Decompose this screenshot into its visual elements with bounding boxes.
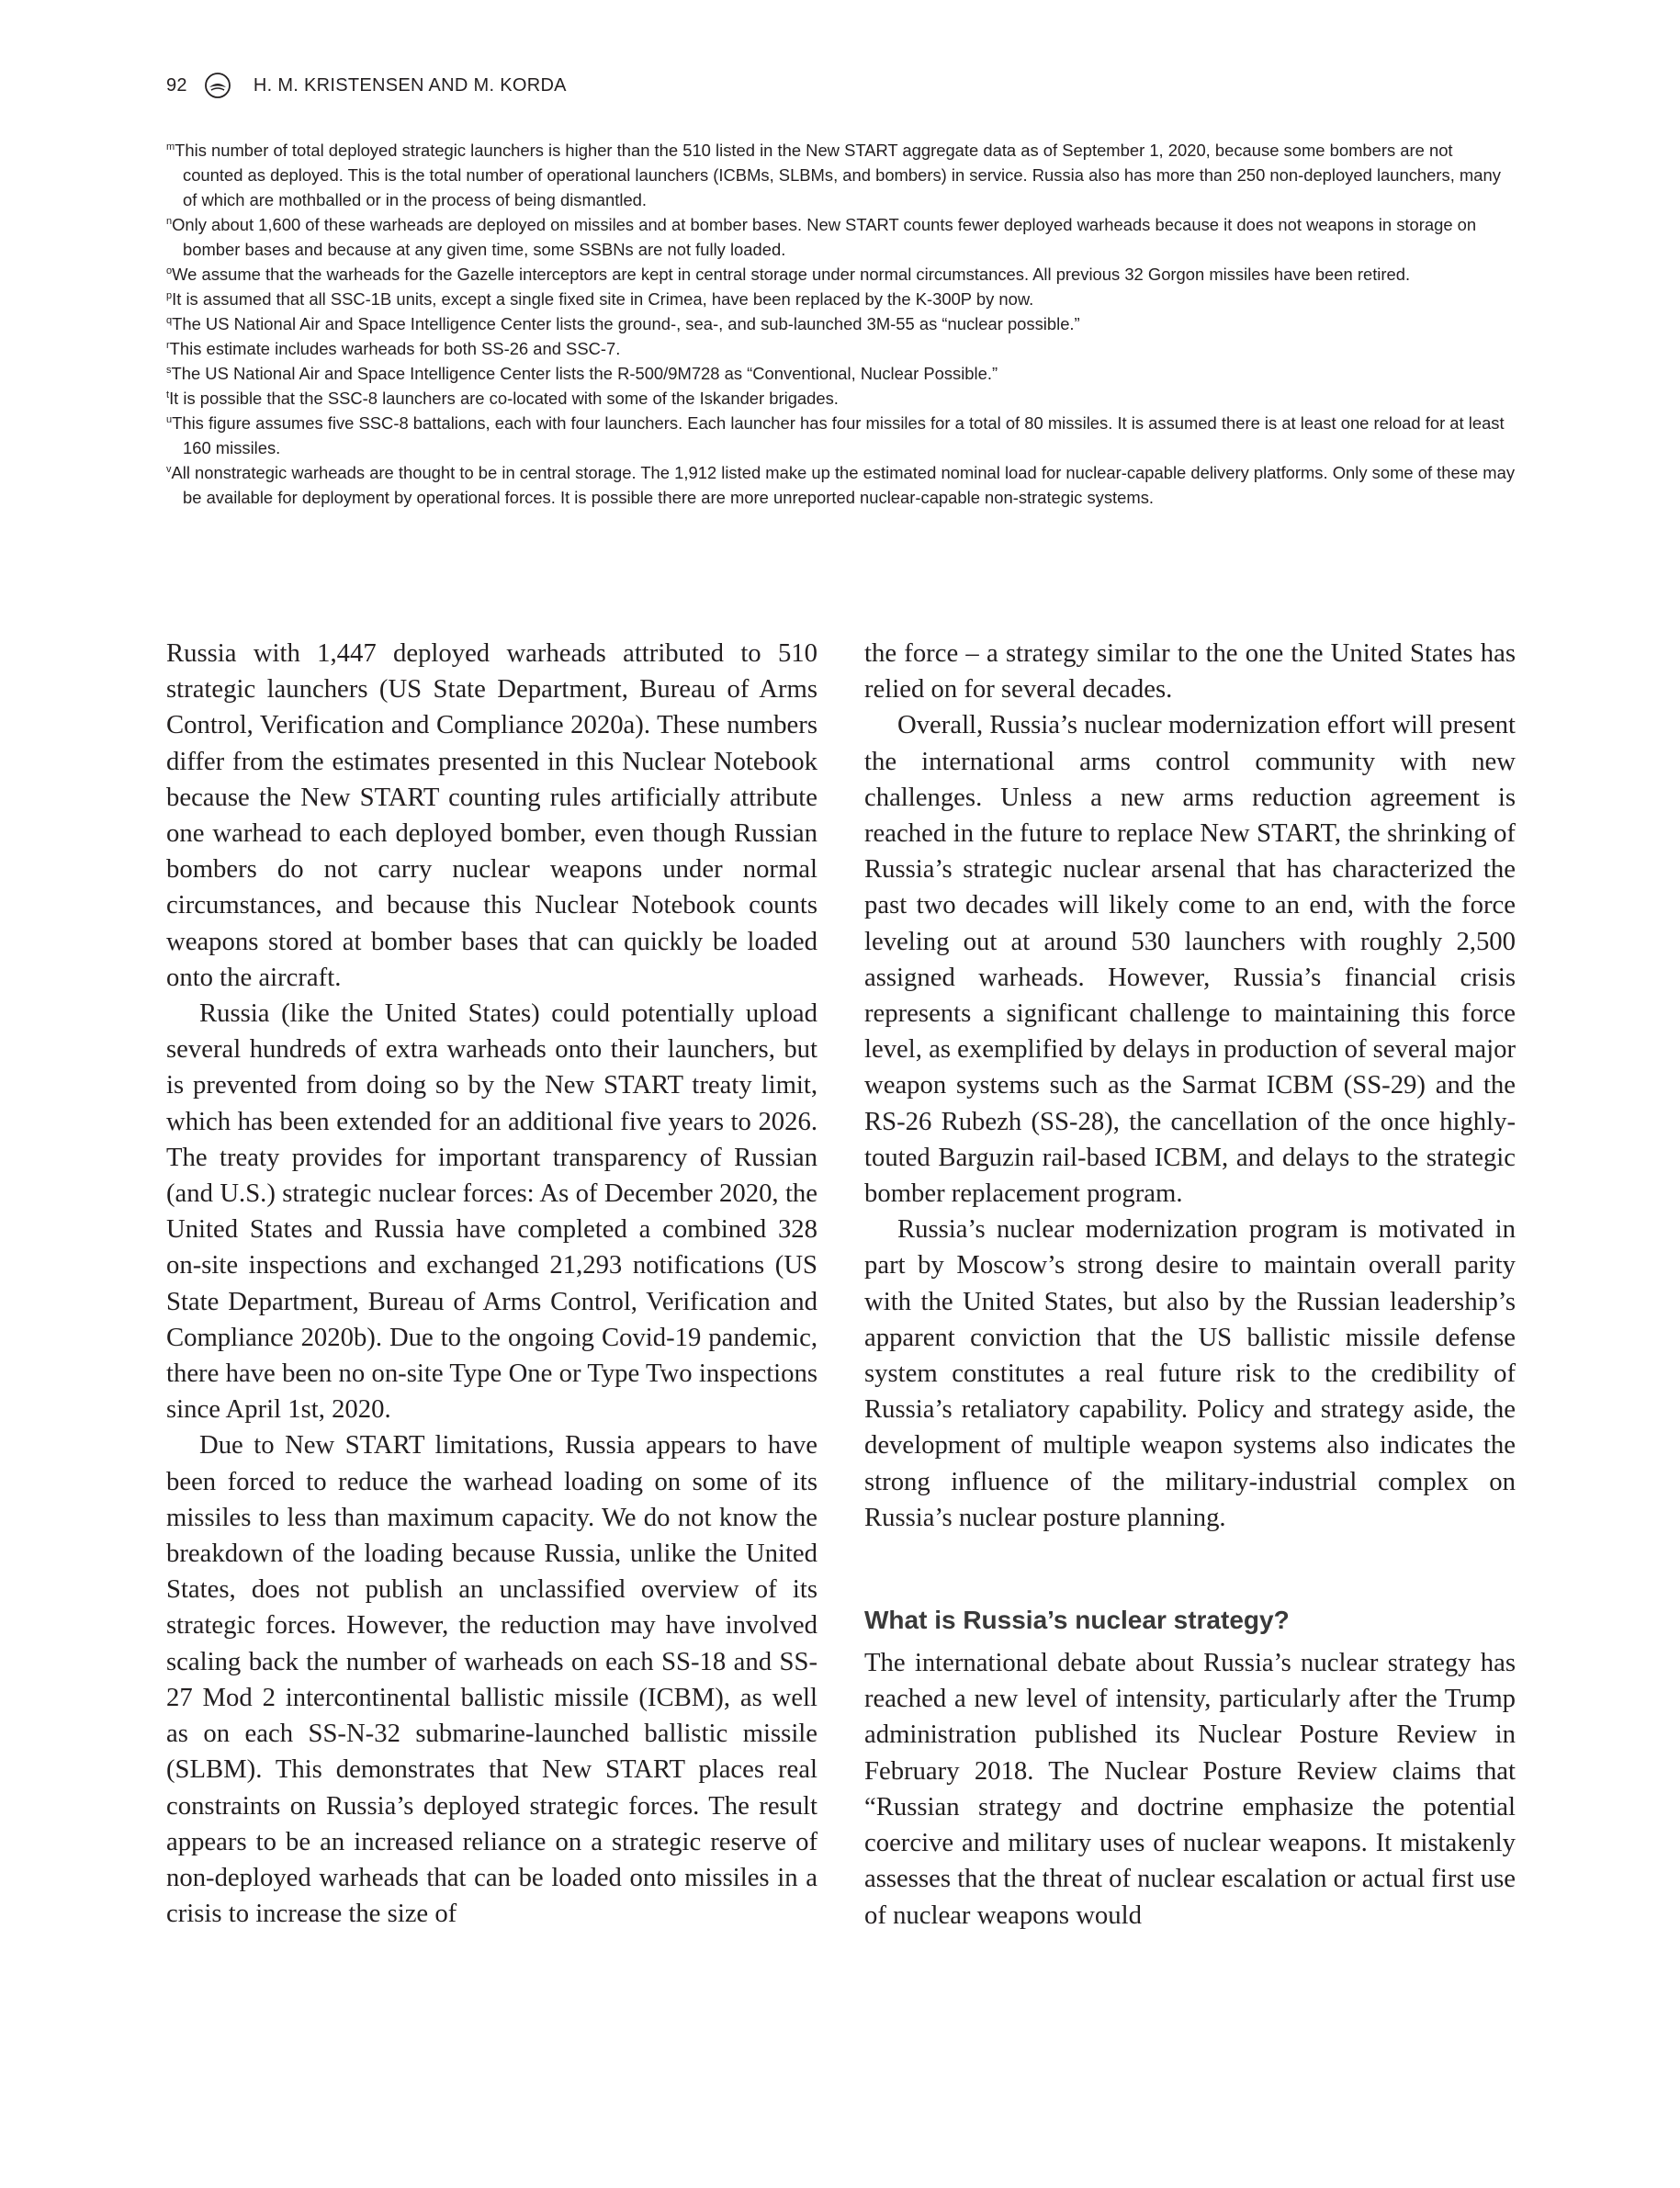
body-paragraph: The international debate about Russia’s nuclear strategy has reached a new level of intensity, particularly after the Trump administration published its Nuclear Posture Review in February 2018. The Nuclear Posture Review claims that “Russian strategy and doctrine emphasize the potential coercive and military uses of nuclear weapons. It mistakenly assesses that the threat of nuclear escalation or actual first use of nuclear weapons would [864, 1648, 1516, 1930]
footnote-u [166, 411, 1515, 460]
footnote-t [166, 386, 1515, 411]
footnote-mark: p [166, 290, 173, 301]
footnote-text: Only about 1,600 of these warheads are deployed on missiles and at bomber bases. New START counts fewer deployed warheads because it does not weapons in storage on bomber bases and because at any given time, some SSBNs are not fully loaded. [172, 215, 1477, 259]
section-heading: What is Russia’s nuclear strategy? [864, 1606, 1290, 1635]
body-paragraph: Russia with 1,447 deployed warheads attributed to 510 strategic launchers (US State Department, Bureau of Arms Control, Verification and Compliance 2020a). These numbers differ from the estimates presented in this Nuclear Notebook because the New START counting rules artificially attribute one warhead to each deployed bomber, even though Russian bombers do not carry nuclear weapons under normal circumstances, and because this Nuclear Notebook counts weapons stored at bomber bases that can quickly be loaded onto the aircraft. [166, 638, 817, 992]
body-paragraph: Russia’s nuclear modernization program is motivated in part by Moscow’s strong desire to maintain overall parity with the United States, but also by the Russian leadership’s apparent conviction that the US ballistic missile defense system constitutes a real future risk to the credibility of Russia’s retaliatory capability. Policy and strategy aside, the development of multiple weapon systems also indicates the strong influence of the military-industrial complex on Russia’s nuclear posture planning. [864, 1214, 1516, 1532]
footnote-text: This figure assumes five SSC-8 battalions, each with four launchers. Each launcher has four missiles for a total of 80 missiles. It is assumed there is at least one reload for at least 160 missiles. [172, 413, 1505, 457]
body-paragraph: the force – a strategy similar to the one the United States has relied on for several decades. [864, 638, 1516, 705]
footnote-text: It is assumed that all SSC-1B units, except a single fixed site in Crimea, have been replaced by the K-300P by now. [172, 289, 1034, 309]
table-footnotes [166, 138, 1515, 510]
running-header-authors: H. M. KRISTENSEN AND M. KORDA [253, 74, 567, 96]
footnote-text: It is possible that the SSC-8 launchers are co-located with some of the Iskander brigades. [169, 389, 839, 408]
footnote-o [166, 262, 1515, 287]
body-paragraph: Due to New START limitations, Russia appears to have been forced to reduce the warhead loading on some of its missiles to less than maximum capacity. We do not know the breakdown of the loading because Russia, unlike the United States, does not publish an unclassified overview of its strategic forces. However, the reduction may have involved scaling back the number of warheads on each SS-18 and SS-27 Mod 2 intercontinental ballistic missile (ICBM), as well as on each SS-N-32 submarine-launched ballistic missile (SLBM). This demonstrates that New START places real constraints on Russia’s deployed strategic forces. The result appears to be an increased reliance on a strategic reserve of non-deployed warheads that can be loaded onto missiles in a crisis to increase the size of [166, 1430, 817, 1929]
footnote-text: We assume that the warheads for the Gazelle interceptors are kept in central storage under normal circumstances. All previous 32 Gorgon missiles have been retired. [172, 265, 1411, 284]
footnote-mark: o [166, 265, 173, 276]
footnote-r [166, 336, 1515, 361]
footnote-mark: m [166, 141, 175, 152]
footnote-mark: u [166, 414, 173, 425]
footnote-text: This estimate includes warheads for both SS-26 and SSC-7. [169, 339, 621, 358]
footnote-text: The US National Air and Space Intelligence Center lists the R-500/9M728 as “Conventional, Nuclear Possible.” [171, 364, 998, 383]
publisher-logo-icon [204, 72, 231, 99]
footnote-n [166, 212, 1515, 262]
body-paragraph: Overall, Russia’s nuclear modernization effort will present the international arms control community with new challenges. Unless a new arms reduction agreement is reached in the future to replace New START, the shrinking of Russia’s strategic nuclear arsenal that has characterized the past two decades will likely come to an end, with the force leveling out at around 530 launchers with roughly 2,500 assigned warheads. However, Russia’s financial crisis represents a significant challenge to maintaining this force level, as exemplified by delays in production of several major weapon systems such as the Sarmat ICBM (SS-29) and the RS-26 Rubezh (SS-28), the cancellation of the once highly-touted Barguzin rail-based ICBM, and delays to the strategic bomber replacement program. [864, 710, 1516, 1209]
footnote-mark: q [166, 315, 173, 326]
footnote-s [166, 361, 1515, 386]
footnote-m [166, 138, 1515, 212]
footnote-mark: n [166, 216, 173, 227]
footnote-text: This number of total deployed strategic launchers is higher than the 510 listed in the New START aggregate data as of September 1, 2020, because some bombers are not counted as deployed. This is the total number of operational launchers (ICBMs, SLBMs, and bombers) in service. Russia also has more than 250 non-deployed launchers, many of which are mothballed or in the process of being dismantled. [175, 141, 1501, 209]
footnote-mark: s [166, 365, 172, 376]
footnote-q [166, 311, 1515, 336]
footnote-p [166, 287, 1515, 311]
body-paragraph: Russia (like the United States) could potentially upload several hundreds of extra warheads onto their launchers, but is prevented from doing so by the New START treaty limit, which has been extended for an additional five years to 2026. The treaty provides for important transparency of Russian (and U.S.) strategic nuclear forces: As of December 2020, the United States and Russia have completed a combined 328 on-site inspections and exchanged 21,293 notifications (US State Department, Bureau of Arms Control, Verification and Compliance 2020b). Due to the ongoing Covid-19 pandemic, there have been no on-site Type One or Type Two inspections since April 1st, 2020. [166, 998, 817, 1425]
right-column [864, 636, 1516, 1934]
running-header [166, 72, 567, 99]
footnote-text: The US National Air and Space Intelligence Center lists the ground-, sea-, and sub-launched 3M-55 as “nuclear possible.” [172, 314, 1080, 333]
footnote-mark: t [166, 389, 170, 400]
page-number: 92 [166, 74, 187, 96]
left-column [166, 636, 817, 1932]
footnote-mark: r [166, 340, 170, 351]
footnote-mark: v [166, 464, 172, 475]
footnote-v [166, 460, 1515, 510]
footnote-text: All nonstrategic warheads are thought to be in central storage. The 1,912 listed make up the estimated nominal load for nuclear-capable delivery platforms. Only some of these may be available for deployment by operational forces. It is possible there are more unreported nuclear-capable non-strategic systems. [171, 463, 1516, 507]
